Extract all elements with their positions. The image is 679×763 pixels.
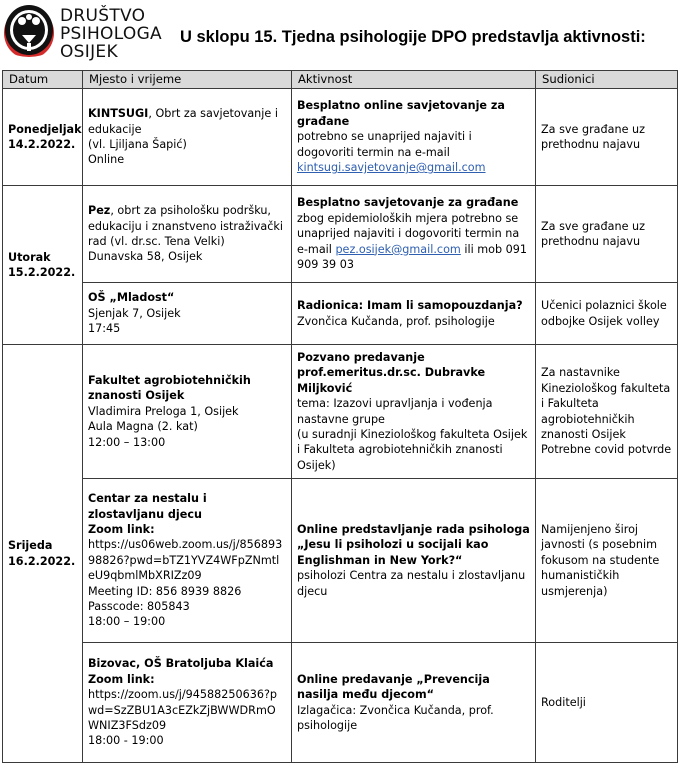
zoom-link-label: Zoom link:: [88, 522, 155, 536]
table-row: [3, 186, 678, 283]
table-header-row: [3, 71, 678, 89]
activity-title: Online predavanje „Prevencija nasilja među djecom“: [297, 672, 490, 702]
activity-title: Besplatno online savjetovanje za građane: [297, 99, 505, 128]
column-header-datum: Datum: [3, 71, 83, 89]
activity-text: zbog epidemioloških mjera potrebno se unaprijed najaviti i dogovoriti termin na e-mail: [297, 211, 520, 256]
activity-cell: [292, 283, 536, 345]
activity-text: potrebno se unaprijed najaviti i dogovoriti termin na e-mail: [297, 130, 472, 159]
place-line: 12:00 – 13:00: [88, 435, 166, 449]
participants-cell: Roditelji: [536, 643, 678, 763]
table-row: [3, 345, 678, 479]
participants-note: Potrebne covid potvrde: [541, 443, 672, 457]
table-row: [3, 643, 678, 763]
email-link[interactable]: kintsugi.savjetovanje@gmail.com: [297, 161, 486, 175]
day-name: Utorak: [8, 250, 51, 264]
activity-cell: [292, 643, 536, 763]
place-name: Pez: [88, 204, 111, 218]
place-line: (vl. Ljiljana Šapić): [88, 138, 187, 151]
day-name: Ponedjeljak: [8, 122, 82, 136]
place-name: OŠ „Mladost“: [88, 291, 175, 305]
day-cell: [3, 345, 83, 763]
activity-text: Zvončica Kučanda, prof. psihologije: [297, 314, 495, 328]
place-description: , Obrt za savjetovanje i edukacije: [88, 107, 278, 136]
activity-text: psiholozi Centra za nestalu i zlostavljanu djecu: [297, 569, 526, 598]
place-description: , obrt za psihološku podršku, edukaciju i znanstveno istraživački rad (vl. dr.sc. Tena Velki): [88, 204, 283, 248]
place-name: Bizovac, OŠ Bratoljuba Klaića: [88, 657, 274, 671]
activity-cell: [292, 345, 536, 479]
place-name: Fakultet agrobiotehničkih znanosti Osijek: [88, 373, 251, 403]
participants-cell: Za sve građane uz prethodnu najavu: [536, 186, 678, 283]
day-date: 14.2.2022.: [8, 138, 76, 151]
activity-note: (u suradnji Kineziološkog fakulteta Osijek i Fakulteta agrobiotehničkih znanosti Osijek): [297, 427, 528, 472]
meeting-id: Meeting ID: 856 8939 8826: [88, 584, 242, 598]
place-line: Aula Magna (2. kat): [88, 420, 198, 434]
table-row: [3, 479, 678, 643]
zoom-link-label: Zoom link:: [88, 672, 155, 686]
place-cell: [83, 283, 292, 345]
place-cell: [83, 643, 292, 763]
place-line: Online: [88, 153, 125, 167]
place-name: Centar za nestalu i zlostavljanu djecu: [88, 492, 207, 521]
day-cell: [3, 186, 83, 345]
place-name: KINTSUGI: [88, 107, 149, 121]
day-name: Srijeda: [8, 539, 53, 553]
zoom-link[interactable]: https://zoom.us/j/94588250636?pwd=SzZBU1A3cEZkZjBWWDRmOWNIZ3FSdz09: [88, 688, 278, 732]
column-header-sudionici: Sudionici: [536, 71, 678, 89]
document-header: [0, 0, 679, 70]
table-row: [3, 283, 678, 345]
schedule-table: [2, 70, 678, 763]
participants-cell: Namijenjeno široj javnosti (s posebnim fokusom na studente humanističkih usmjerenja): [536, 479, 678, 643]
place-cell: [83, 186, 292, 283]
participants-text: Za nastavnike Kineziološkog fakulteta i Fakulteta agrobiotehničkih znanosti Osijek: [541, 366, 671, 441]
participants-cell: Učenici polaznici škole odbojke Osijek volley: [536, 283, 678, 345]
logo-line: DRUŠTVO: [60, 6, 146, 26]
activity-title: Online predstavljanje rada psihologa „Jesu li psiholozi u socijali kao Englishman in New York?“: [297, 522, 530, 567]
participants-cell: Za sve građane uz prethodnu najavu: [536, 89, 678, 186]
table-row: [3, 89, 678, 186]
day-date: 16.2.2022.: [8, 554, 76, 568]
column-header-mjesto: Mjesto i vrijeme: [83, 71, 292, 89]
participants-cell: [536, 345, 678, 479]
zoom-link[interactable]: https://us06web.zoom.us/j/85689398826?pwd=bTZ1YVZ4WFpZNmtleU9qbmlMbXRIZz09: [88, 538, 283, 583]
place-line: Sjenjak 7, Osijek: [88, 306, 181, 320]
activity-title: Pozvano predavanje prof.emeritus.dr.sc. Dubravke Miljković: [297, 350, 486, 395]
activity-cell: [292, 479, 536, 643]
passcode: Passcode: 805843: [88, 600, 190, 614]
logo-line: OSIJEK: [60, 42, 118, 62]
email-link[interactable]: pez.osijek@gmail.com: [335, 242, 461, 256]
activity-text: tema: Izazovi upravljanja i vođenja nastavne grupe: [297, 397, 493, 426]
day-date: 15.2.2022.: [8, 266, 76, 279]
logo-line: PSIHOLOGA: [60, 24, 162, 44]
dpo-logo-icon: [2, 3, 56, 61]
place-line: Vladimira Preloga 1, Osijek: [88, 404, 239, 418]
place-cell: [83, 89, 292, 186]
place-line: 17:45: [88, 322, 121, 336]
activity-text: Izlagačica: Zvončica Kučanda, prof. psihologije: [297, 703, 494, 732]
place-cell: [83, 345, 292, 479]
place-line: Dunavska 58, Osijek: [88, 250, 203, 264]
page-title: U sklopu 15. Tjedna psihologije DPO predstavlja aktivnosti:: [180, 28, 646, 46]
logo-wordmark: [60, 7, 162, 61]
place-cell: [83, 479, 292, 643]
activity-title: Besplatno savjetovanje za građane: [297, 196, 519, 210]
activity-cell: [292, 89, 536, 186]
event-time: 18:00 - 19:00: [88, 734, 164, 748]
activity-cell: [292, 186, 536, 283]
column-header-aktivnost: Aktivnost: [292, 71, 536, 89]
event-time: 18:00 – 19:00: [88, 615, 166, 629]
activity-title: Radionica: Imam li samopouzdanja?: [297, 299, 523, 313]
activity-phone: ili mob 091 909 39 03: [297, 242, 528, 272]
day-cell: [3, 89, 83, 186]
